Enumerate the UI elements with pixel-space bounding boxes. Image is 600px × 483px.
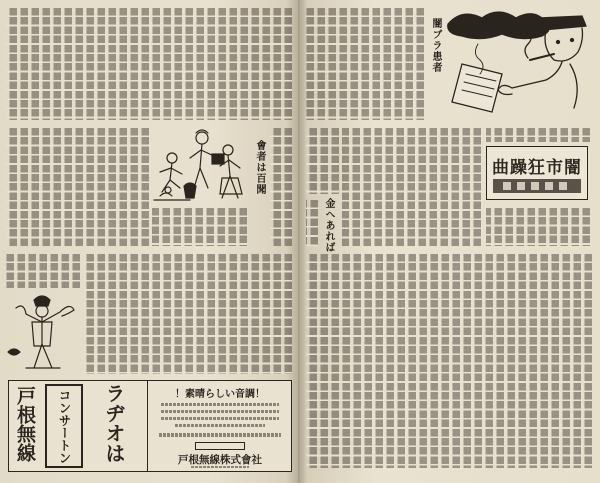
text-column-block (152, 208, 247, 246)
ad-fine-print (161, 410, 279, 413)
ad-slogan: ラヂオは (102, 383, 126, 463)
article-title: 闇市狂躁曲 (492, 158, 582, 178)
ad-fine-print (159, 433, 281, 437)
ad-small-box (195, 442, 245, 450)
text-column-block (306, 8, 424, 120)
section-heading: 闇ブラ患者 (430, 18, 441, 73)
ad-fine-print (161, 403, 279, 406)
text-column-block (486, 128, 590, 142)
section-heading: 會者は百聞 (254, 140, 265, 195)
text-column-block (306, 254, 592, 468)
radio-advertisement (8, 380, 292, 472)
text-column-block (486, 208, 590, 246)
ad-company-name: 戸根無線株式會社 (178, 454, 262, 466)
ad-detail-panel (151, 381, 289, 471)
ad-fine-print (161, 417, 279, 420)
ad-brand-box (45, 384, 83, 468)
ad-address (191, 466, 249, 468)
crowd-illustration (150, 128, 246, 206)
standing-figure-illustration (4, 292, 80, 372)
text-column-block (84, 254, 292, 374)
text-column-block (6, 254, 80, 288)
text-column-block (306, 200, 318, 246)
smoker-cartoon-illustration (442, 4, 592, 124)
text-column-block (6, 128, 149, 246)
text-column-block (342, 128, 481, 246)
article-title-box (486, 146, 588, 200)
ad-divider (147, 381, 148, 471)
ad-brand-name: コンサートン (57, 388, 72, 464)
section-heading: 金へあれば (323, 198, 334, 253)
ad-headline: ！素晴らしい音調！ (175, 389, 265, 400)
text-column-block (306, 128, 339, 194)
text-column-block (6, 8, 292, 120)
text-column-block (270, 128, 292, 246)
article-byline (493, 179, 581, 193)
ad-fine-print (175, 424, 265, 427)
ad-maker-name: 戸根無線 (14, 386, 36, 462)
